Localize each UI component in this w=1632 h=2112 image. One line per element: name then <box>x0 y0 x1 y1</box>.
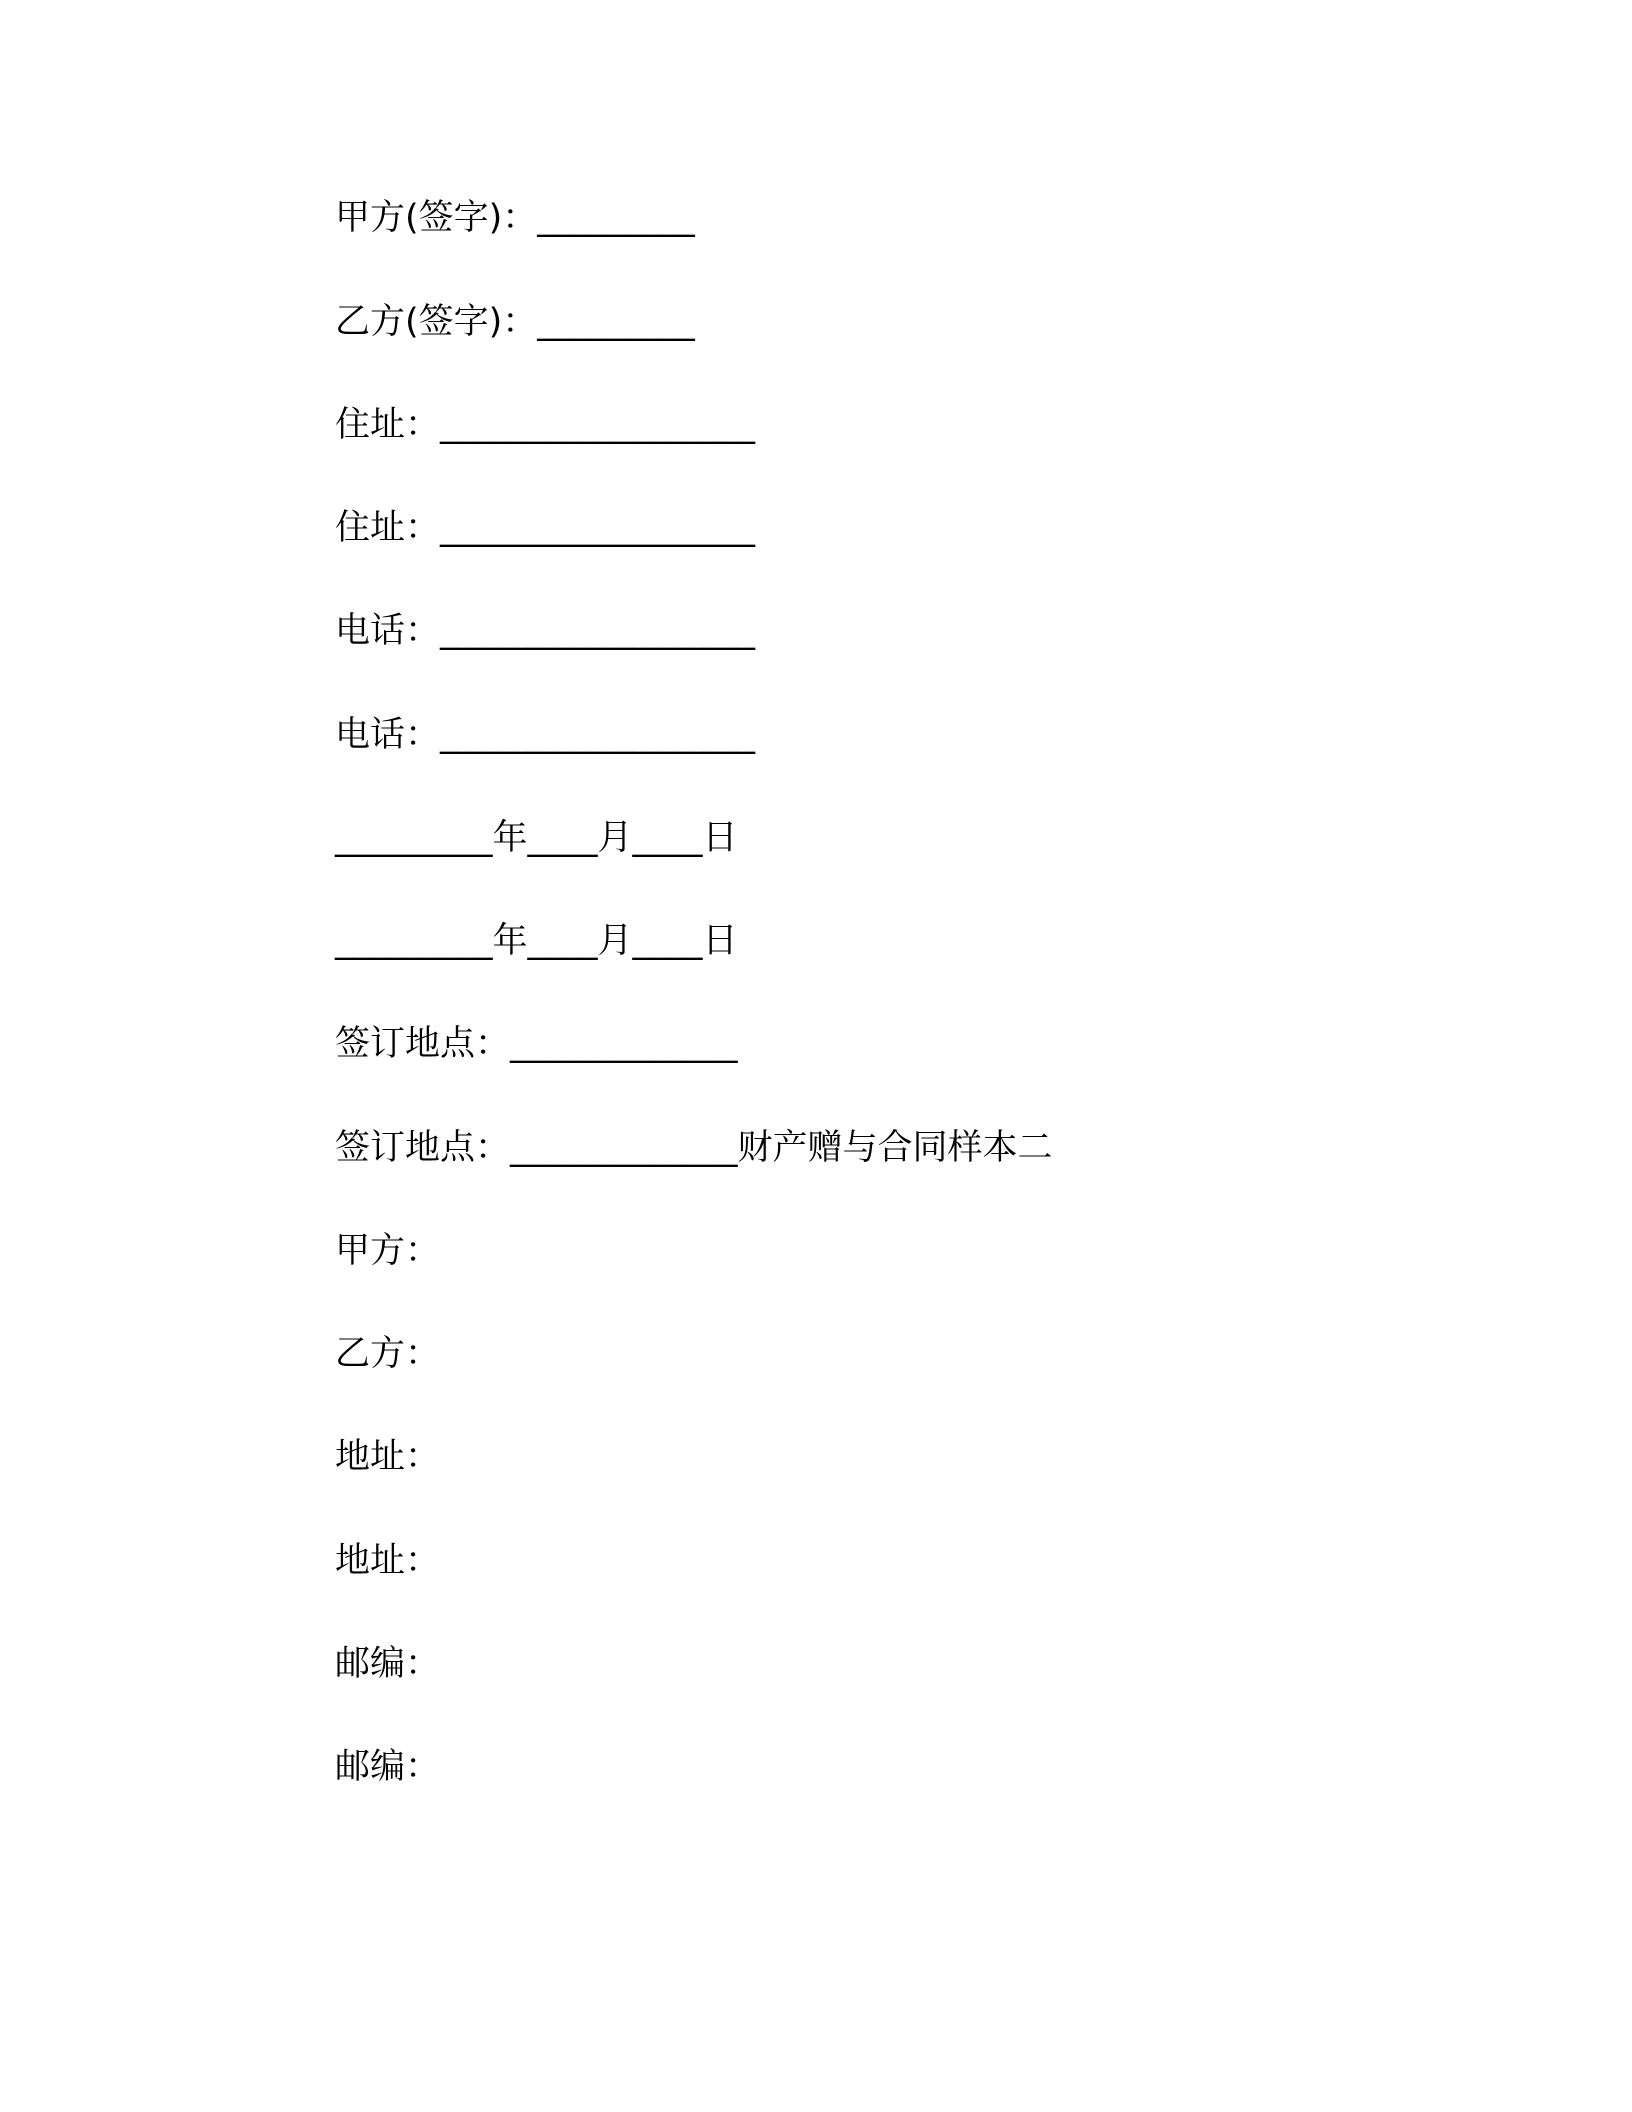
party-a-address-label: 地址： <box>335 1437 441 1477</box>
party-b-address-label: 地址： <box>335 1541 441 1581</box>
party-b-label: 乙方： <box>335 1334 441 1374</box>
party-b-residence-line: 住址：__________________ <box>335 508 756 548</box>
party-a-signature-line: 甲方(签字)：_________ <box>335 198 695 238</box>
party-a-residence-line: 住址：__________________ <box>335 405 756 445</box>
party-b-postcode-label: 邮编： <box>335 1747 441 1787</box>
signing-place-and-sample-title-line: 签订地点：_____________财产赠与合同样本二 <box>335 1128 1053 1168</box>
party-a-date-line: _________年____月____日 <box>335 818 738 858</box>
party-a-label: 甲方： <box>335 1231 441 1271</box>
signing-place-line: 签订地点：_____________ <box>335 1024 738 1064</box>
party-b-signature-line: 乙方(签字)：_________ <box>335 302 695 342</box>
party-b-phone-line: 电话：__________________ <box>335 715 756 755</box>
party-a-postcode-label: 邮编： <box>335 1644 441 1684</box>
party-b-date-line: _________年____月____日 <box>335 921 738 961</box>
party-a-phone-line: 电话：__________________ <box>335 611 756 651</box>
